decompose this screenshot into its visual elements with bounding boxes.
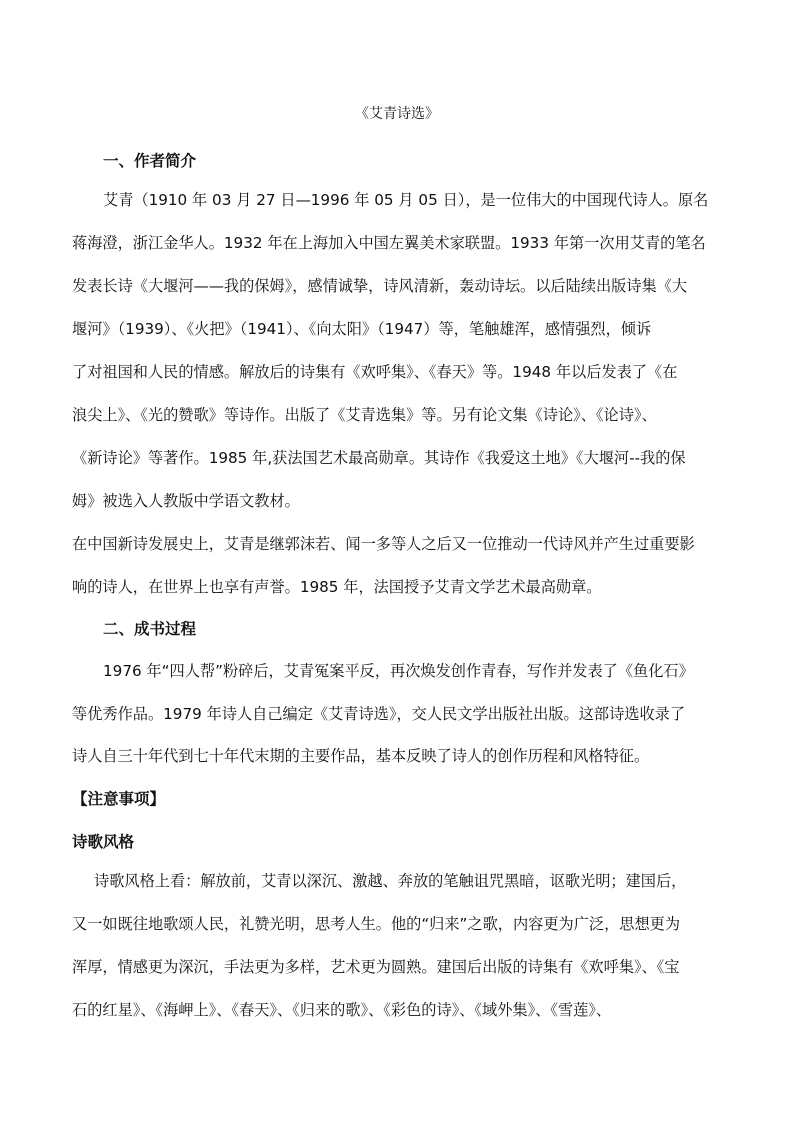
paragraph-line: 石的红星》、《海岬上》、《春天》、《归来的歌》、《彩色的诗》、《域外集》、《雪莲》、 <box>72 1001 612 1019</box>
notes-subheading: 诗歌风格 <box>72 833 135 851</box>
paragraph-line: 浪尖上》、《光的赞歌》等诗作。出版了《艾青选集》等。另有论文集《诗论》、《论诗》、 <box>72 406 657 424</box>
section-heading-compilation: 二、成书过程 <box>103 620 197 638</box>
paragraph-line: 《新诗论》等著作。1985 年,获法国艺术最高勋章。其诗作《我爱这土地》《大堰河--我的保 <box>72 449 686 467</box>
paragraph-line: 等优秀作品。1979 年诗人自己编定《艾青诗选》，交人民文学出版社出版。这部诗选收录了 <box>72 705 686 723</box>
section-heading-author: 一、作者简介 <box>103 152 197 170</box>
paragraph-line: 响的诗人，在世界上也享有声誉。1985 年，法国授予艾青文学艺术最高勋章。 <box>72 578 602 596</box>
paragraph-line: 又一如既往地歌颂人民，礼赞光明，思考人生。他的“归来”之歌，内容更为广泛，思想更为 <box>72 915 681 933</box>
paragraph-line: 浑厚，情感更为深沉，手法更为多样，艺术更为圆熟。建国后出版的诗集有《欢呼集》、《宝 <box>72 958 680 976</box>
paragraph-line: 1976 年“四人帮”粉碎后，艾青冤案平反，再次焕发创作青春，写作并发表了《鱼化石》 <box>103 662 694 680</box>
document-title: 《艾青诗选》 <box>355 106 439 122</box>
paragraph-line: 堰河》（1939）、《火把》（1941）、《向太阳》（1947）等，笔触雄浑，感情强烈，倾诉 <box>72 320 652 338</box>
paragraph-line: 发表长诗《大堰河——我的保姆》，感情诚挚，诗风清新，轰动诗坛。以后陆续出版诗集《大 <box>72 277 688 295</box>
paragraph-line: 蒋海澄，浙江金华人。1932 年在上海加入中国左翼美术家联盟。1933 年第一次用艾青的笔名 <box>72 234 706 252</box>
paragraph-line: 了对祖国和人民的情感。解放后的诗集有《欢呼集》、《春天》等。1948 年以后发表了《在 <box>72 363 678 381</box>
paragraph-line: 诗人自三十年代到七十年代末期的主要作品，基本反映了诗人的创作历程和风格特征。 <box>72 747 650 765</box>
paragraph-line: 姆》被选入人教版中学语文教材。 <box>72 492 300 510</box>
paragraph-line: 在中国新诗发展史上，艾青是继郭沫若、闻一多等人之后又一位推动一代诗风并产生过重要影 <box>72 535 695 553</box>
paragraph-line: 诗歌风格上看：解放前，艾青以深沉、激越、奔放的笔触诅咒黑暗，讴歌光明；建国后， <box>94 872 687 890</box>
notes-heading: 【注意事项】 <box>72 790 166 808</box>
paragraph-line: 艾青（1910 年 03 月 27 日—1996 年 05 月 05 日），是一位伟大的中国现代诗人。原名 <box>103 191 709 209</box>
